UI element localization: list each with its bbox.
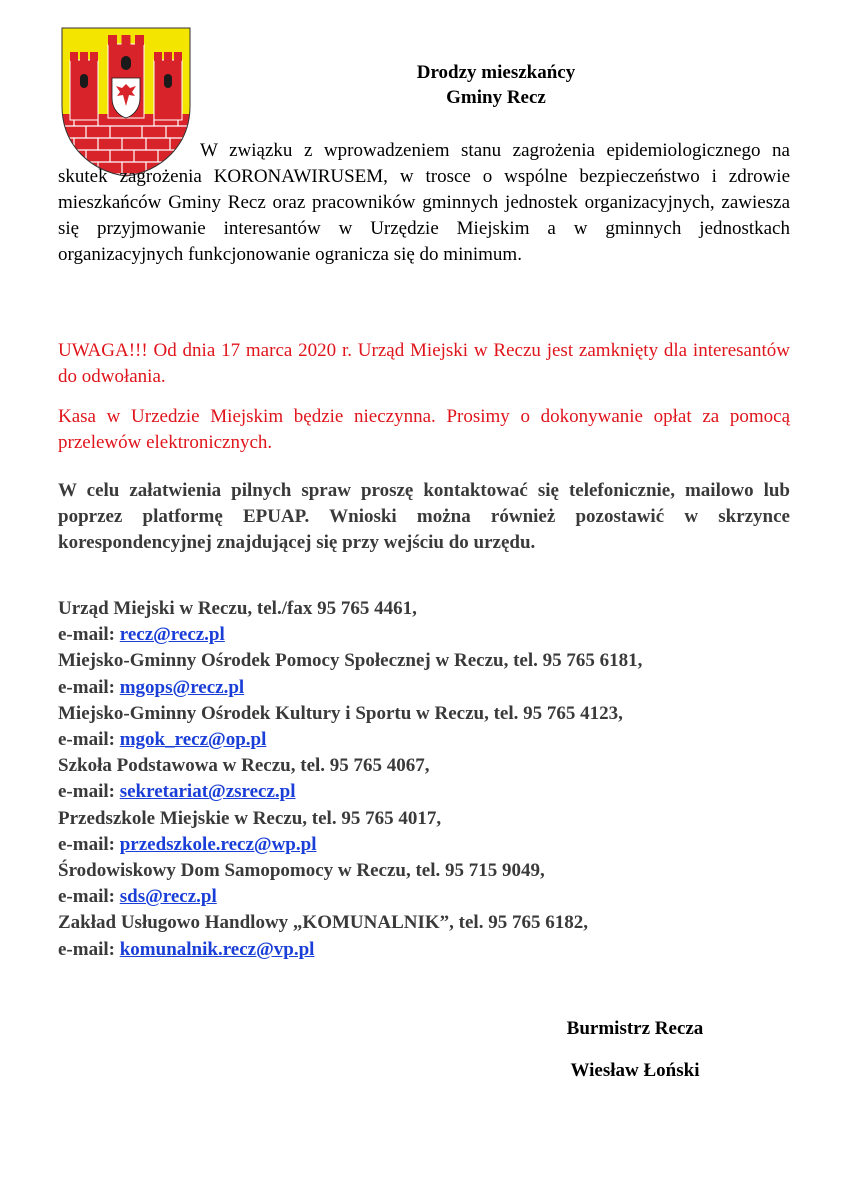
email-link[interactable]: mgops@recz.pl bbox=[119, 676, 245, 698]
greeting-line-2: Gminy Recz bbox=[446, 87, 546, 108]
email-label: e-mail: bbox=[58, 676, 120, 698]
greeting-line-1: Drodzy mieszkańcy bbox=[416, 62, 576, 83]
notice-office-closed: UWAGA!!! Od dnia 17 marca 2020 r. Urząd Miejski w Reczu jest zamknięty dla interesantów do odwołania. bbox=[58, 340, 790, 387]
greeting-heading bbox=[300, 60, 692, 110]
email-label: e-mail: bbox=[58, 781, 120, 803]
email-label: e-mail: bbox=[58, 729, 120, 751]
contact-name: Zakład Usługowo Handlowy „KOMUNALNIK”, tel. 95 765 6182, bbox=[58, 912, 588, 934]
email-label: e-mail: bbox=[58, 938, 120, 960]
email-link[interactable]: sekretariat@zsrecz.pl bbox=[119, 781, 296, 803]
contact-entry bbox=[58, 910, 798, 962]
contact-entry bbox=[58, 701, 798, 753]
contact-entry bbox=[58, 753, 798, 805]
contact-entry bbox=[58, 806, 798, 858]
intro-paragraph bbox=[58, 138, 790, 268]
email-link[interactable]: mgok_recz@op.pl bbox=[119, 729, 267, 751]
contact-name: Przedszkole Miejskie w Reczu, tel. 95 765 4017, bbox=[58, 807, 442, 829]
email-link[interactable]: przedszkole.recz@wp.pl bbox=[119, 833, 317, 855]
contact-entry bbox=[58, 596, 798, 648]
contact-entry bbox=[58, 648, 798, 700]
intro-text: W związku z wprowadzeniem stanu zagrożenia epidemiologicznego na skutek zagrożenia KORONAWIRUSEM, w trosce o wspólne bezpieczeństwo i zdrowie mieszkańców Gminy Recz oraz pracowników gminnych jednostek organizacyjnych, zawiesza się przyjmowanie interesantów w Urzędzie Miejskim a w gminnych jednostkach organizacyjnych funkcjonowanie ogranicza się do minimum. bbox=[58, 140, 790, 265]
contact-entry bbox=[58, 858, 798, 910]
email-label: e-mail: bbox=[58, 833, 120, 855]
email-label: e-mail: bbox=[58, 624, 120, 646]
signature-title: Burmistrz Recza bbox=[566, 1018, 704, 1039]
contact-name: Szkoła Podstawowa w Reczu, tel. 95 765 4067, bbox=[58, 755, 430, 777]
contact-name: Miejsko-Gminny Ośrodek Kultury i Sportu w Reczu, tel. 95 765 4123, bbox=[58, 702, 623, 724]
contact-name: Środowiskowy Dom Samopomocy w Reczu, tel. 95 715 9049, bbox=[58, 860, 545, 882]
email-link[interactable]: sds@recz.pl bbox=[119, 886, 217, 908]
email-link[interactable]: recz@recz.pl bbox=[119, 624, 225, 646]
contact-instructions: W celu załatwienia pilnych spraw proszę kontaktować się telefonicznie, mailowo lub poprzez platformę EPUAP. Wnioski można również pozostawić w skrzynce korespondencyjnej znajdującej się przy wejściu do urzędu. bbox=[58, 480, 790, 553]
contact-name: Miejsko-Gminny Ośrodek Pomocy Społecznej w Reczu, tel. 95 765 6181, bbox=[58, 650, 643, 672]
email-link[interactable]: komunalnik.recz@vp.pl bbox=[119, 938, 315, 960]
notice-cashier-closed: Kasa w Urzedzie Miejskim będzie nieczynna. Prosimy o dokonywanie opłat za pomocą przelewów elektronicznych. bbox=[58, 406, 790, 453]
contact-name: Urząd Miejski w Reczu, tel./fax 95 765 4461, bbox=[58, 598, 417, 619]
signature-name: Wiesław Łoński bbox=[570, 1060, 700, 1081]
contacts-list bbox=[58, 596, 798, 963]
email-label: e-mail: bbox=[58, 886, 120, 908]
